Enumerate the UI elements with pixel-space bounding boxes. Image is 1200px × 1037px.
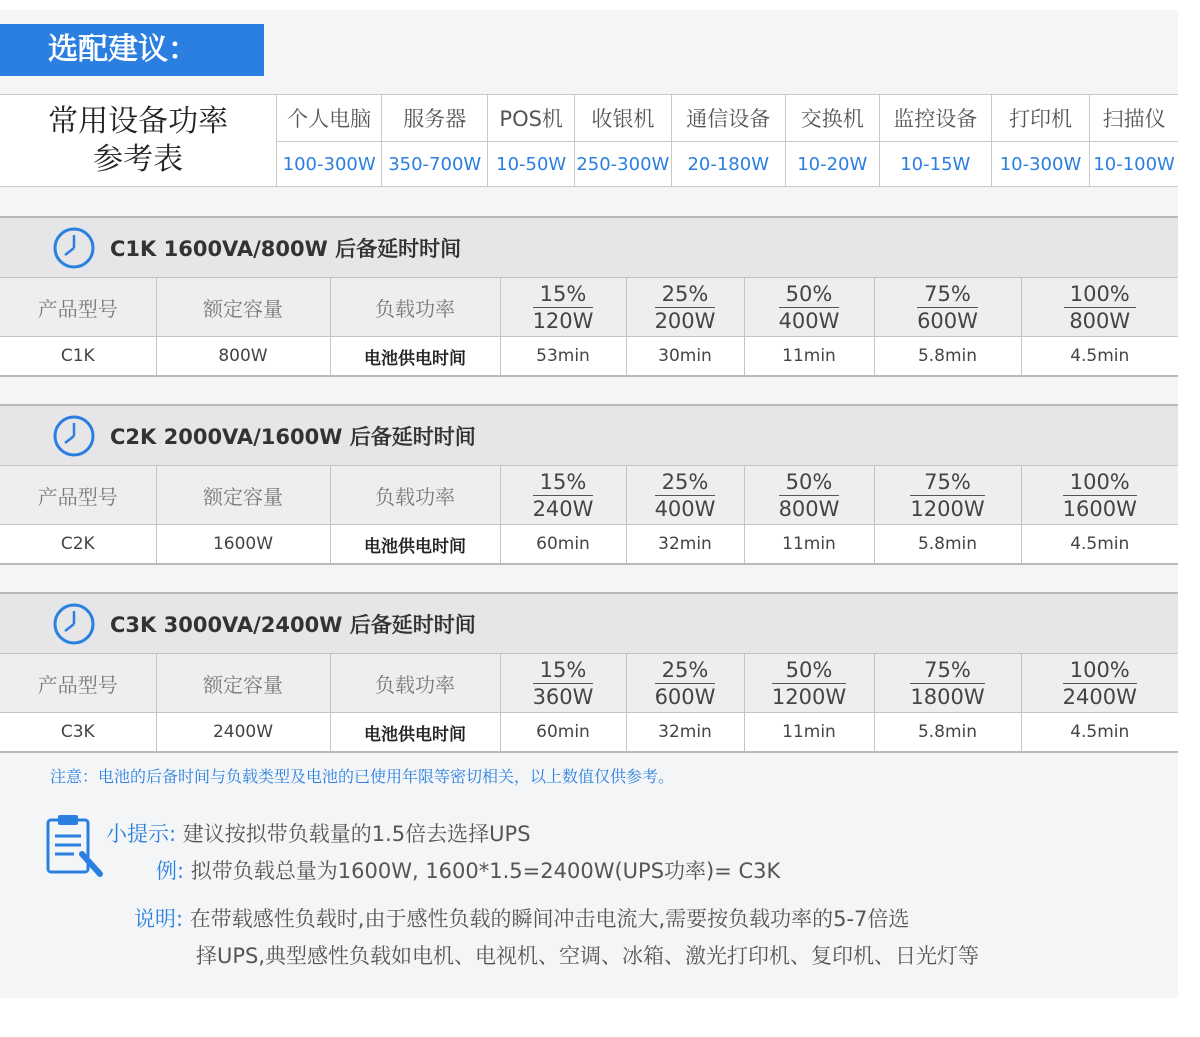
capacity-value: 800W — [156, 337, 330, 377]
col-model: 产品型号 — [0, 278, 156, 337]
section-title: C1K 1600VA/800W 后备延时时间 — [110, 236, 462, 261]
explain-line — [134, 903, 909, 933]
tip-label: 小提示: — [106, 822, 177, 846]
load-cell — [744, 278, 874, 337]
section-title: C3K 3000VA/2400W 后备延时时间 — [110, 612, 476, 637]
load-percent: 100% — [1063, 469, 1137, 496]
power-reference-title-line2: 参考表 — [93, 141, 184, 177]
ups-section-c3k — [0, 592, 1178, 753]
backup-time: 53min — [500, 337, 626, 377]
tip-text: 建议按拟带负载量的1.5倍去选择UPS — [182, 822, 531, 846]
backup-time: 5.8min — [874, 713, 1021, 753]
clipboard-icon — [44, 812, 104, 878]
section-title: C2K 2000VA/1600W 后备延时时间 — [110, 424, 476, 449]
load-percent: 75% — [910, 469, 984, 496]
device-name: 扫描仪 — [1090, 95, 1178, 142]
battery-note: 注意：电池的后备时间与负载类型及电池的已使用年限等密切相关，以上数值仅供参考。 — [50, 767, 675, 786]
load-watt: 1800W — [910, 684, 985, 709]
load-watt: 400W — [778, 308, 840, 333]
device-power: 250-300W — [574, 142, 671, 187]
device-name: 打印机 — [991, 95, 1089, 142]
explain-text-line2: 择UPS,典型感性负载如电机、电视机、空调、冰箱、激光打印机、复印机、日光灯等 — [196, 944, 980, 968]
clock-icon — [52, 414, 96, 458]
explain-line-2 — [196, 940, 979, 970]
load-percent: 25% — [655, 657, 716, 684]
load-percent: 75% — [917, 281, 978, 308]
device-name: 个人电脑 — [277, 95, 382, 142]
col-load: 负载功率 — [330, 466, 500, 525]
backup-time: 30min — [626, 337, 744, 377]
col-model: 产品型号 — [0, 654, 156, 713]
backup-time: 60min — [500, 525, 626, 565]
backup-time: 4.5min — [1021, 525, 1178, 565]
section-header — [0, 216, 1178, 278]
ups-section-c2k — [0, 404, 1178, 565]
load-percent: 100% — [1063, 657, 1137, 684]
device-name: 交换机 — [785, 95, 879, 142]
load-watt: 600W — [917, 308, 978, 333]
header-banner: 选配建议： — [0, 24, 264, 76]
clock-icon — [52, 226, 96, 270]
load-watt: 1200W — [771, 684, 847, 709]
battery-time-label: 电池供电时间 — [330, 713, 500, 753]
load-cell — [744, 466, 874, 525]
capacity-value: 1600W — [156, 525, 330, 565]
load-watt: 200W — [654, 308, 716, 333]
backup-time: 11min — [744, 337, 874, 377]
load-watt: 2400W — [1062, 684, 1137, 709]
device-power: 10-300W — [991, 142, 1089, 187]
load-cell — [626, 466, 744, 525]
load-percent: 50% — [779, 281, 840, 308]
device-name: 收银机 — [574, 95, 671, 142]
power-reference-title-line1: 常用设备功率 — [48, 103, 229, 139]
explain-text-line1: 在带载感性负载时,由于感性负载的瞬间冲击电流大,需要按负载功率的5-7倍选 — [189, 907, 910, 931]
explain-label: 说明: — [134, 907, 184, 931]
load-percent: 50% — [779, 469, 840, 496]
backup-time: 5.8min — [874, 337, 1021, 377]
load-cell — [874, 278, 1021, 337]
load-cell — [500, 278, 626, 337]
device-power: 10-20W — [785, 142, 879, 187]
model-value: C1K — [0, 337, 156, 377]
col-load: 负载功率 — [330, 654, 500, 713]
load-cell — [626, 278, 744, 337]
section-header — [0, 592, 1178, 654]
load-percent: 100% — [1064, 281, 1136, 308]
example-line — [156, 855, 780, 885]
device-name: 通信设备 — [671, 95, 785, 142]
load-watt: 240W — [532, 496, 594, 521]
load-cell — [1021, 466, 1178, 525]
tip-line — [106, 818, 531, 848]
load-cell — [1021, 654, 1178, 713]
example-text: 拟带负载总量为1600W, 1600*1.5=2400W(UPS功率)= C3K — [190, 859, 781, 883]
device-power: 20-180W — [671, 142, 785, 187]
backup-time: 4.5min — [1021, 713, 1178, 753]
battery-time-label: 电池供电时间 — [330, 525, 500, 565]
backup-time: 11min — [744, 525, 874, 565]
load-watt: 1600W — [1062, 496, 1137, 521]
backup-time: 32min — [626, 713, 744, 753]
load-percent: 15% — [533, 469, 594, 496]
col-model: 产品型号 — [0, 466, 156, 525]
load-cell — [874, 654, 1021, 713]
load-percent: 15% — [533, 281, 594, 308]
example-label: 例: — [156, 859, 185, 883]
device-name: POS机 — [488, 95, 574, 142]
model-value: C3K — [0, 713, 156, 753]
col-load: 负载功率 — [330, 278, 500, 337]
backup-time-table — [0, 654, 1178, 753]
load-watt: 800W — [1069, 308, 1131, 333]
device-power: 10-15W — [879, 142, 991, 187]
model-value: C2K — [0, 525, 156, 565]
load-cell — [626, 654, 744, 713]
load-watt: 360W — [532, 684, 594, 709]
backup-time-table — [0, 278, 1178, 377]
load-percent: 25% — [655, 469, 716, 496]
load-watt: 1200W — [910, 496, 985, 521]
load-percent: 25% — [655, 281, 716, 308]
load-watt: 400W — [654, 496, 716, 521]
power-reference-title — [0, 95, 277, 187]
ups-section-c1k — [0, 216, 1178, 377]
backup-time: 5.8min — [874, 525, 1021, 565]
load-cell — [500, 466, 626, 525]
load-cell — [874, 466, 1021, 525]
clock-icon — [52, 602, 96, 646]
col-capacity: 额定容量 — [156, 466, 330, 525]
col-capacity: 额定容量 — [156, 278, 330, 337]
capacity-value: 2400W — [156, 713, 330, 753]
load-percent: 75% — [910, 657, 984, 684]
power-reference-table — [0, 94, 1178, 187]
backup-time-table — [0, 466, 1178, 565]
backup-time: 4.5min — [1021, 337, 1178, 377]
load-watt: 120W — [532, 308, 594, 333]
battery-time-label: 电池供电时间 — [330, 337, 500, 377]
device-name: 服务器 — [381, 95, 488, 142]
section-header — [0, 404, 1178, 466]
col-capacity: 额定容量 — [156, 654, 330, 713]
load-cell — [500, 654, 626, 713]
device-name: 监控设备 — [879, 95, 991, 142]
backup-time: 11min — [744, 713, 874, 753]
device-power: 10-50W — [488, 142, 574, 187]
load-percent: 15% — [533, 657, 594, 684]
device-power: 350-700W — [381, 142, 488, 187]
load-percent: 50% — [772, 657, 846, 684]
device-power: 10-100W — [1090, 142, 1178, 187]
backup-time: 60min — [500, 713, 626, 753]
load-cell — [744, 654, 874, 713]
load-watt: 800W — [778, 496, 840, 521]
backup-time: 32min — [626, 525, 744, 565]
load-cell — [1021, 278, 1178, 337]
load-watt: 600W — [654, 684, 716, 709]
device-power: 100-300W — [277, 142, 382, 187]
